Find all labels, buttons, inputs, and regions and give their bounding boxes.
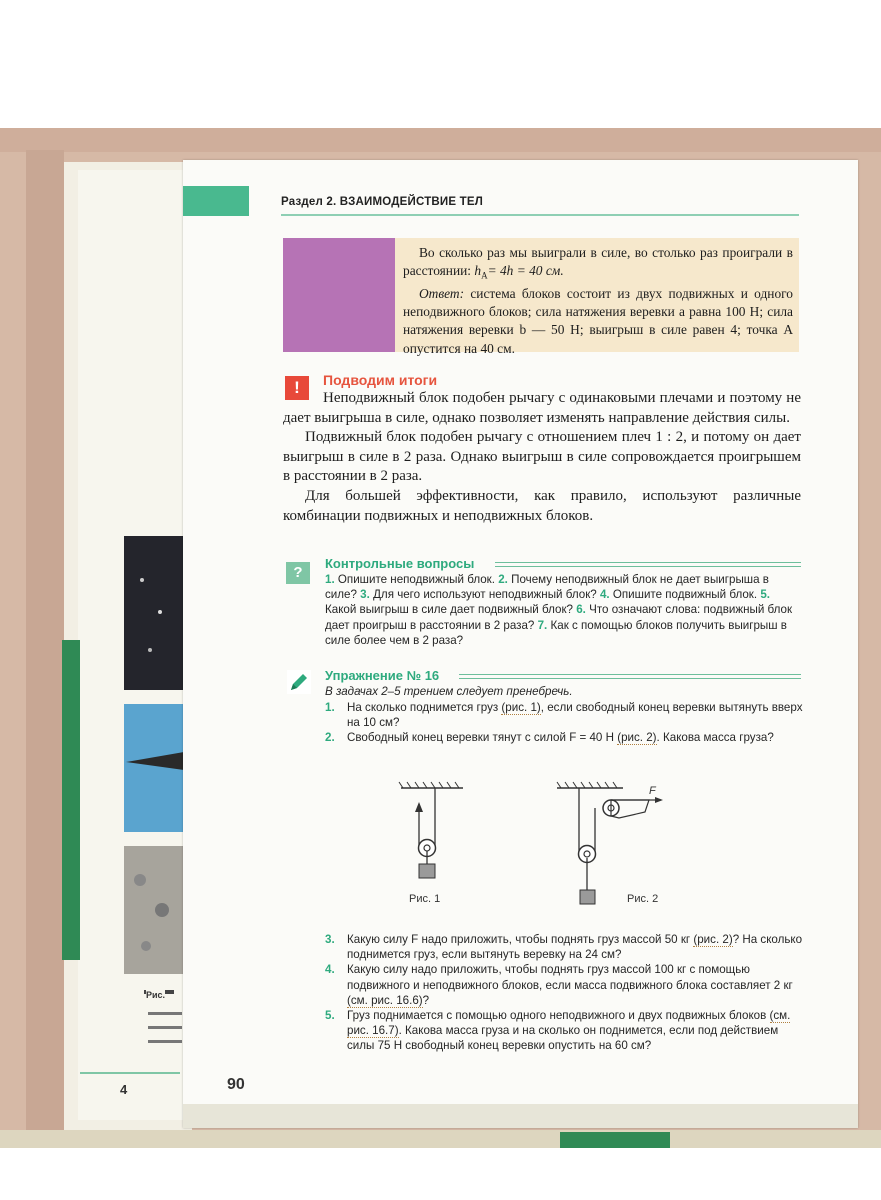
exercise-list-bottom: [325, 932, 803, 1054]
summary-p1: Неподвижный блок подобен рычагу с одинаковыми плечами и поэтому не дает выигрыша в силе, однако позволяет изменять направление действия силы.: [283, 390, 801, 426]
question-number: 2.: [498, 573, 508, 586]
exercise-item: [325, 730, 803, 745]
decorative-block: [283, 238, 395, 352]
exercise-item: [325, 932, 803, 962]
figure-reference: (рис. 2): [693, 933, 733, 946]
question-text: Почему неподвижный блок не дает выигрыша в силе?: [325, 573, 769, 602]
exercise-number: 4.: [325, 963, 335, 977]
question-text: Какой выигрыш в силе дает подвижный блок?: [325, 603, 573, 617]
pulley-figures: [379, 778, 699, 918]
pencil-icon: [287, 670, 311, 694]
header-rule: [281, 214, 799, 216]
answer-line1: Во сколько раз мы выиграли в силе, во столько раз проиграли в расстоянии: $h_A= 4h = 40$ см.: [403, 245, 793, 281]
exercise-number: 2.: [325, 731, 335, 745]
textbook-page: [183, 160, 858, 1128]
figure-reference: (рис. 1): [501, 701, 541, 714]
exercise-number: 5.: [325, 1009, 335, 1023]
figure-reference: (рис. 2): [617, 731, 657, 745]
summary-text: [283, 389, 801, 526]
summary-title: Подводим итоги: [323, 372, 438, 388]
figure-2-caption: Рис. 2: [627, 893, 659, 905]
questions-rule: [495, 562, 801, 567]
answer-box: [395, 238, 799, 356]
question-number: 6.: [576, 603, 586, 617]
exercise-list-top: [325, 700, 803, 746]
section-header: Раздел 2. ВЗАИМОДЕЙСТВИЕ ТЕЛ: [281, 196, 484, 208]
left-page-caption: Рис.: [146, 990, 166, 1000]
exercise-item: [325, 700, 803, 730]
exercise-text: Какую силу F надо приложить, чтобы поднять груз массой 50 кг (рис. 2)? На сколько поднимется груз, если вытянуть веревку на 24 см?: [347, 933, 803, 962]
left-page-number: 4: [120, 1082, 128, 1097]
exercise-item: [325, 1008, 803, 1054]
question-text: Как с помощью блоков получить выигрыш в силе более чем в 2 раза?: [325, 618, 787, 647]
figure-2: [557, 782, 663, 904]
summary-p3: Для большей эффективности, как правило, используют различные комбинации подвижных и неподвижных блоков.: [283, 487, 801, 524]
question-text: Что означают слова: подвижный блок дает проигрыш в расстоянии в 2 раза?: [325, 603, 793, 632]
question-text: Для чего используют неподвижный блок?: [373, 588, 597, 602]
exercise-text: На сколько поднимется груз (рис. 1), если свободный конец веревки вытянуть вверх на 10 см?: [347, 701, 803, 730]
questions-list: [325, 572, 801, 648]
summary-p2: Подвижный блок подобен рычагу с отношением плеч 1 : 2, и потому он дает выигрыш в силе в 2 раза. Однако выигрыш в силе сопровождается проигрышем в расстоянии в 2 раза.: [283, 429, 801, 485]
question-number: 1.: [325, 573, 335, 586]
exercise-text: Груз поднимается с помощью одного неподвижного и двух подвижных блоков (см. рис. 16.7). Какова масса груза и на сколько он поднимется, если под действием силы 75 Н свободный конец веревки опустить на 60 см?: [347, 1009, 791, 1053]
important-icon: !: [285, 376, 309, 400]
question-text: Опишите неподвижный блок.: [337, 573, 495, 586]
exercise-text: Свободный конец веревки тянут с силой F = 40 Н (рис. 2). Какова масса груза?: [347, 731, 774, 745]
page-bottom-edge: [183, 1104, 858, 1128]
section-tab: [183, 186, 249, 216]
question-number: 4.: [599, 588, 610, 602]
figure-reference: (см. рис. 16.7): [347, 1009, 791, 1038]
exercise-number: 3.: [325, 933, 335, 946]
question-number: 7.: [537, 618, 548, 632]
figure-reference: (см. рис. 16.6): [347, 993, 423, 1007]
question-number: 3.: [360, 588, 370, 602]
exercise-rule: [459, 674, 801, 679]
figure-1: [399, 782, 463, 878]
exercise-title: Упражнение № 16: [325, 668, 440, 683]
force-label: F: [649, 785, 656, 797]
figure-1-caption: Рис. 1: [409, 893, 441, 905]
exercise-text: Какую силу надо приложить, чтобы поднять груз массой 100 кг с помощью подвижного и неподвижного блоков, если масса подвижного блока составляет 2 кг (см. рис. 16.6)?: [347, 963, 793, 1007]
exercise-item: [325, 962, 803, 1008]
question-icon: ?: [286, 562, 310, 584]
exercise-number: 1.: [325, 701, 335, 714]
question-text: Опишите подвижный блок.: [612, 588, 758, 602]
questions-title: Контрольные вопросы: [325, 556, 475, 571]
page-number: 90: [227, 1076, 245, 1093]
answer-text: Ответ: система блоков состоит из двух подвижных и одного неподвижного блоков; сила натяжения веревки a равна 100 Н; сила натяжения веревки b — 50 Н; выигрыш в силе равен 4; точка A опустится на 40 см.: [403, 286, 793, 356]
exercise-note: В задачах 2–5 трением следует пренебречь.: [325, 685, 573, 698]
question-number: 5.: [760, 588, 770, 602]
